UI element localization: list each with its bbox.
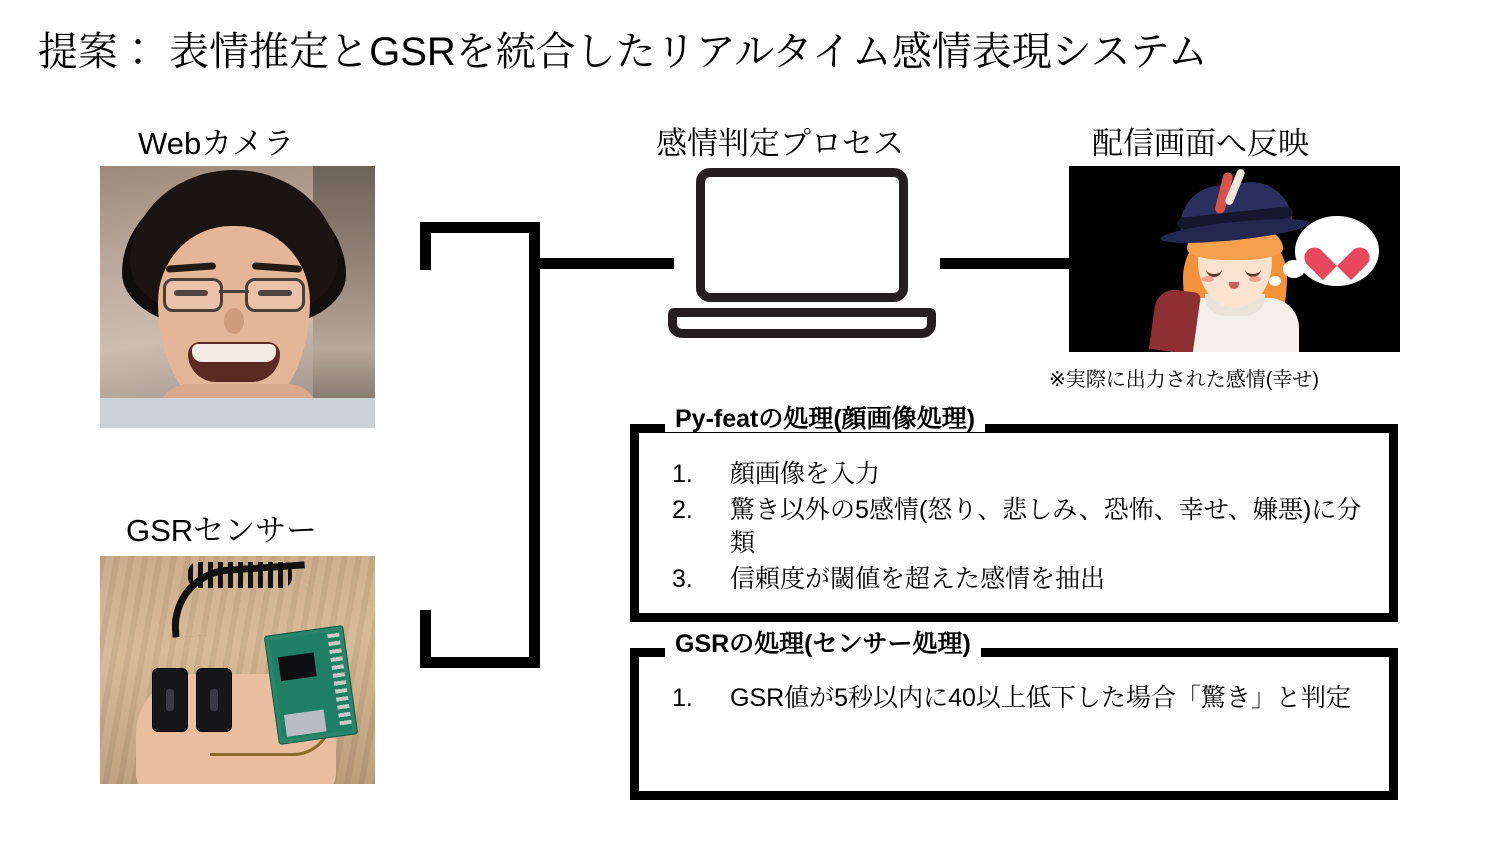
character-blush-right <box>1249 276 1261 282</box>
stream-output-image <box>1069 166 1400 352</box>
connector-webcam-vertical <box>420 222 431 270</box>
glasses-lens-left <box>163 278 223 312</box>
pyfeat-process-title: Py-featの処理(顔画像処理) <box>665 407 985 432</box>
microcontroller-board <box>264 625 359 745</box>
list-item-number: 3. <box>672 564 693 593</box>
face-teeth <box>192 344 276 362</box>
webcam-photo <box>100 166 375 428</box>
list-item <box>672 458 1372 492</box>
laptop-icon <box>668 168 936 346</box>
gsr-process-box <box>630 648 1398 800</box>
page-title: 提案： 表情推定とGSRを統合したリアルタイム感情表現システム <box>38 30 1208 74</box>
board-chip <box>278 652 317 681</box>
face-mouth-smiling <box>188 342 280 382</box>
connector-gsr-vertical <box>420 610 431 668</box>
connector-gsr-horizontal <box>420 657 540 668</box>
connector-to-output <box>940 258 1070 269</box>
connector-webcam-horizontal <box>420 222 540 233</box>
list-item <box>672 563 1372 597</box>
electrode-contact-1 <box>166 689 174 711</box>
list-item-text: 驚き以外の5感情(怒り、悲しみ、恐怖、幸せ、嫌悪)に分類 <box>730 495 1362 557</box>
electrode-contact-2 <box>210 689 218 711</box>
list-item <box>672 682 1372 716</box>
pyfeat-process-list <box>672 458 1372 598</box>
glasses-lens-right <box>245 278 305 312</box>
connector-to-laptop <box>529 258 674 269</box>
gsr-electrode-1 <box>152 668 188 732</box>
laptop-screen <box>696 168 908 302</box>
output-caption: ※実際に出力された感情(幸せ) <box>1049 369 1320 391</box>
character-blush-left <box>1202 276 1214 282</box>
list-item-number: 1. <box>672 684 693 712</box>
list-item-number: 1. <box>672 460 693 488</box>
face-nose <box>224 308 244 334</box>
board-usb-port <box>284 709 327 736</box>
list-item-text: 顔画像を入力 <box>730 460 881 488</box>
connector-trunk-vertical <box>529 222 540 668</box>
laptop-trackpad-notch <box>780 308 824 317</box>
glasses-icon <box>163 278 305 308</box>
gsr-sensor-photo <box>100 556 375 784</box>
list-item-number: 2. <box>672 495 693 524</box>
heading-stream-output: 配信画面へ反映 <box>1092 126 1309 161</box>
face-shirt <box>100 398 375 428</box>
photo-background-right <box>313 166 375 428</box>
character-cape <box>1149 287 1201 352</box>
heading-gsr-sensor: GSRセンサー <box>126 513 318 548</box>
gsr-process-list <box>672 682 1372 718</box>
list-item-text: 信頼度が閾値を超えた感情を抽出 <box>730 564 1106 593</box>
gsr-process-title: GSRの処理(センサー処理) <box>665 632 981 657</box>
heading-emotion-process: 感情判定プロセス <box>656 126 904 161</box>
heading-webcam: Webカメラ <box>138 126 295 161</box>
list-item-text: GSR値が5秒以内に40以上低下した場合「驚き」と判定 <box>730 684 1351 712</box>
list-item <box>672 494 1372 561</box>
sensor-coiled-cable <box>188 562 292 588</box>
heart-icon <box>1317 234 1357 270</box>
